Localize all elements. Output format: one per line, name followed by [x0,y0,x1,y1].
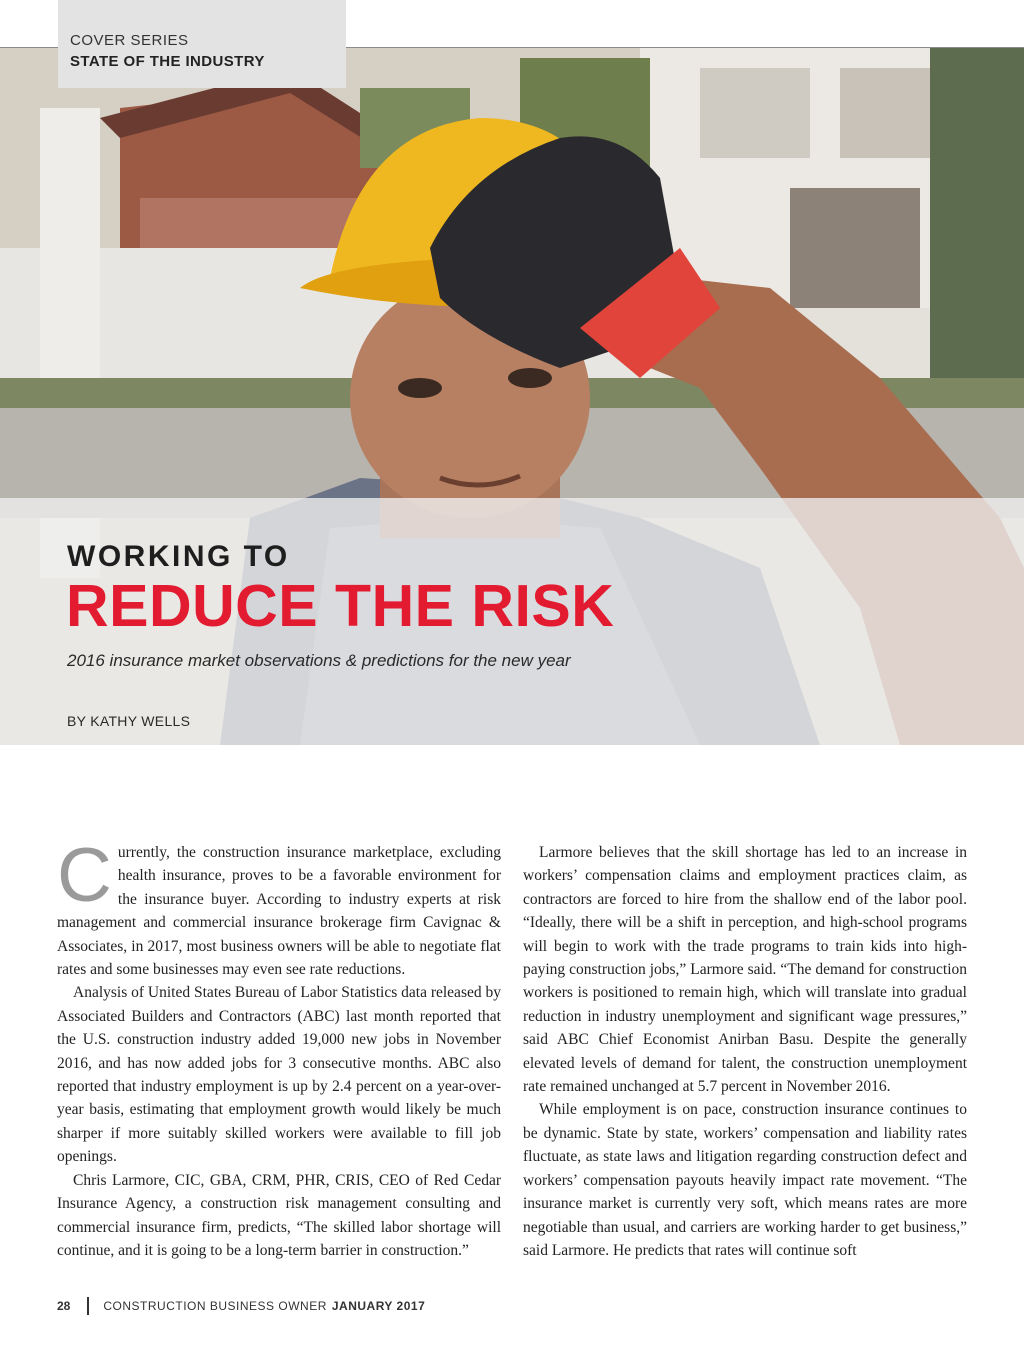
drop-cap: C [57,833,112,918]
page-number: 28 [57,1299,71,1313]
paragraph: Analysis of United States Bureau of Labor Statistics data released by Associated Builders and Contractors (ABC) last month reported that the U.S. construction industry added 19,000 new jobs in November 2016, and has now added jobs for 3 consecutive months. ABC also reported that industry employment is up by 2.4 percent on a year-over-year basis, estimating that employment growth would likely be much sharper if more suitably skilled workers were available to fill job openings. [57,984,501,1166]
article-subtitle: 2016 insurance market observations & predictions for the new year [67,651,571,670]
series-title: STATE OF THE INDUSTRY [70,53,265,70]
page-footer [57,1296,425,1316]
headline-kicker: WORKING TO [67,540,290,573]
series-label: COVER SERIES [70,32,189,49]
issue-date: JANUARY 2017 [331,1299,426,1313]
series-header [58,0,346,88]
article-column-right [523,841,967,1262]
headline-main: REDUCE THE RISK [66,573,615,639]
paragraph: Larmore believes that the skill shortage has led to an increase in workers’ compensation claims and employment practices claim, as contractors are forced to hire from the shallow end of the labor pool. “Ideally, there will be a shift in perception, and high-school programs will begin to work with the trade programs to train kids into high-paying construction jobs,” Larmore said. “The demand for construction workers is positioned to remain high, which will translate into gradual reduction in industry unemployment and significant wage pressures,” said ABC Chief Economist Anirban Basu. Despite the generally elevated levels of demand for talent, the construction unemployment rate remained unchanged at 5.7 percent in November 2016. [523,844,967,1096]
byline: BY KATHY WELLS [67,713,191,729]
paragraph: While employment is on pace, construction insurance continues to be dynamic. State by state, workers’ compensation and liability rates fluctuate, as state laws and litigation regarding construction defect and workers’ compensation payouts heavily impact rate movement. “The insurance market is currently very soft, which means rates are more negotiable than usual, and carriers are working harder to get business,” said Larmore. He predicts that rates will continue soft [523,1101,967,1259]
paragraph: Chris Larmore, CIC, GBA, CRM, PHR, CRIS, CEO of Red Cedar Insurance Agency, a construction risk management consulting and commercial insurance firm, predicts, “The skilled labor shortage will continue, and it is going to be a long-term barrier in construction.” [57,1171,501,1259]
footer-divider [87,1297,89,1315]
publication-name: CONSTRUCTION BUSINESS OWNER [103,1299,327,1313]
paragraph: Currently, the construction insurance marketplace, excluding health insurance, proves to be a favorable environment for the insurance buyer. According to industry experts at risk management and commercial insurance brokerage firm Cavignac & Associates, in 2017, most business owners will be able to negotiate flat rates and some businesses may even see rate reductions. [57,833,501,979]
article-column-left [57,833,501,1262]
